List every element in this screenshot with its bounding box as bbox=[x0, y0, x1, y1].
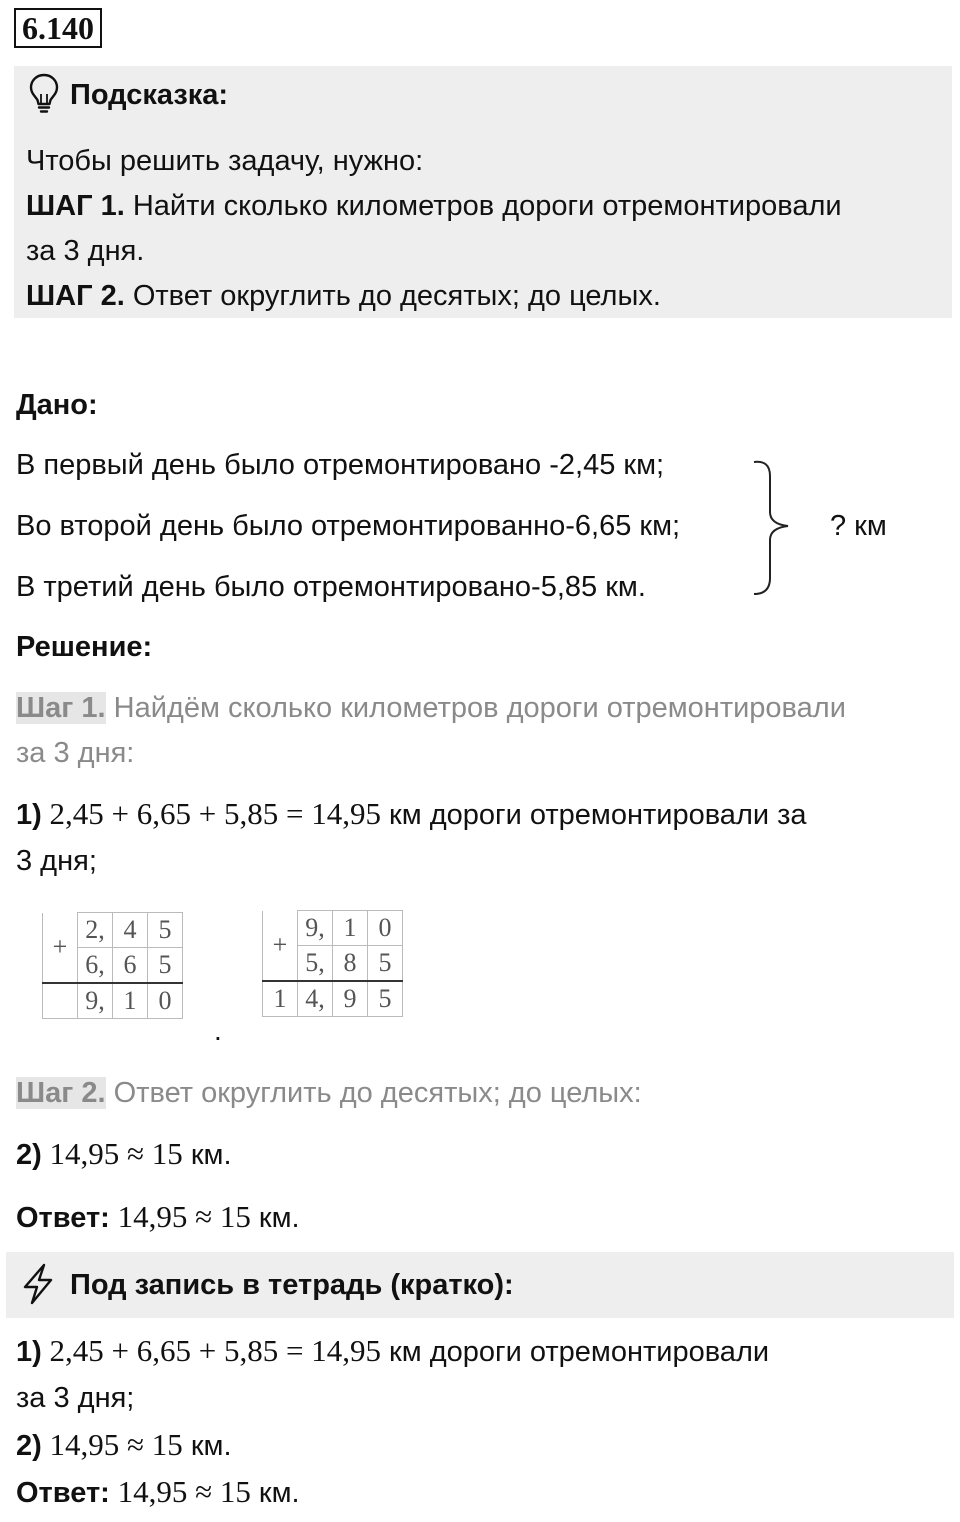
plus-sign: + bbox=[43, 913, 78, 984]
digit-cell: 5, bbox=[298, 946, 333, 982]
solution-step1 bbox=[16, 689, 846, 727]
digit-cell: 8 bbox=[333, 946, 368, 982]
solution-step2-text: Ответ округлить до десятых; до целых: bbox=[105, 1077, 642, 1109]
hint-step1-text: Найти сколько километров дороги отремонтировали bbox=[124, 190, 842, 222]
solution-step1-label: Шаг 1. bbox=[16, 692, 106, 724]
digit-cell: 5 bbox=[368, 981, 403, 1017]
digit-cell: 6 bbox=[113, 948, 148, 984]
digit-cell: 6, bbox=[78, 948, 113, 984]
solution-line-1-math: 2,45 + 6,65 + 5,85 = 14,95 bbox=[41, 796, 381, 831]
brief-line-2-num: 2) bbox=[16, 1430, 42, 1462]
digit-cell: 1 bbox=[333, 911, 368, 946]
curly-brace bbox=[748, 456, 798, 605]
given-question: ? км bbox=[830, 510, 887, 542]
digit-cell: 5 bbox=[148, 913, 183, 948]
trailing-dot: . bbox=[214, 1015, 222, 1046]
solution-line-2-num: 2) bbox=[16, 1139, 42, 1171]
solution-line-1-text: км дороги отремонтировали за bbox=[381, 799, 807, 831]
brief-answer bbox=[16, 1473, 300, 1512]
solution-step1-text: Найдём сколько километров дороги отремонтировали bbox=[105, 692, 846, 724]
brief-title: Под запись в тетрадь (кратко): bbox=[70, 1269, 514, 1301]
brief-line-1-math: 2,45 + 6,65 + 5,85 = 14,95 bbox=[41, 1333, 381, 1368]
plus-sign: + bbox=[263, 911, 298, 982]
solution-line-2-math: 14,95 ≈ 15 bbox=[41, 1136, 183, 1171]
brief-line-1 bbox=[16, 1332, 769, 1371]
solution-answer-label: Ответ: bbox=[16, 1202, 110, 1234]
brief-line-2-text: км. bbox=[182, 1430, 232, 1462]
brief-answer-math: 14,95 ≈ 15 bbox=[109, 1474, 251, 1509]
brief-line-1-num: 1) bbox=[16, 1336, 42, 1368]
given-line-2: Во второй день было отремонтированно-6,65 км; bbox=[16, 510, 681, 542]
solution-line-1-num: 1) bbox=[16, 799, 42, 831]
problem-number: 6.140 bbox=[14, 8, 102, 48]
digit-cell: 4, bbox=[298, 981, 333, 1017]
hint-title: Подсказка: bbox=[70, 79, 229, 111]
brief-line-2-math: 14,95 ≈ 15 bbox=[41, 1427, 183, 1462]
hint-step2 bbox=[26, 277, 661, 315]
solution-line-2-text: км. bbox=[182, 1139, 232, 1171]
digit-cell: 4 bbox=[113, 913, 148, 948]
digit-cell: 5 bbox=[148, 948, 183, 984]
solution-answer-math: 14,95 ≈ 15 bbox=[109, 1199, 251, 1234]
hint-step1-label: ШАГ 1. bbox=[26, 190, 125, 222]
digit-cell: 1 bbox=[113, 983, 148, 1019]
solution-answer-text: км. bbox=[250, 1202, 300, 1234]
solution-step1-cont: за 3 дня: bbox=[16, 737, 135, 769]
solution-line-1 bbox=[16, 795, 807, 834]
column-addition-2 bbox=[262, 910, 403, 1017]
brief-line-1-cont: за 3 дня; bbox=[16, 1382, 135, 1414]
digit-cell: 5 bbox=[368, 946, 403, 982]
digit-cell: 9, bbox=[298, 911, 333, 946]
hint-intro: Чтобы решить задачу, нужно: bbox=[26, 145, 424, 177]
digit-cell: 9 bbox=[333, 981, 368, 1017]
digit-cell: 9, bbox=[78, 983, 113, 1019]
hint-step1-cont: за 3 дня. bbox=[26, 235, 145, 267]
lightbulb-icon bbox=[28, 72, 60, 114]
brief-answer-text: км. bbox=[250, 1477, 300, 1509]
solution-line-2 bbox=[16, 1135, 232, 1174]
hint-step2-label: ШАГ 2. bbox=[26, 280, 125, 312]
brief-answer-label: Ответ: bbox=[16, 1477, 110, 1509]
solution-step2-label: Шаг 2. bbox=[16, 1077, 106, 1109]
digit-cell: 2, bbox=[78, 913, 113, 948]
digit-cell: 0 bbox=[148, 983, 183, 1019]
brief-line-1-text: км дороги отремонтировали bbox=[381, 1336, 770, 1368]
digit-cell: 1 bbox=[263, 981, 298, 1017]
given-title: Дано: bbox=[16, 389, 98, 421]
given-line-1: В первый день было отремонтировано -2,45 км; bbox=[16, 449, 665, 481]
solution-title: Решение: bbox=[16, 631, 153, 663]
hint-step2-text: Ответ округлить до десятых; до целых. bbox=[124, 280, 661, 312]
solution-step2 bbox=[16, 1074, 642, 1112]
solution-answer bbox=[16, 1198, 300, 1237]
solution-line-1-cont: 3 дня; bbox=[16, 845, 97, 877]
digit-cell: 0 bbox=[368, 911, 403, 946]
given-line-3: В третий день было отремонтировано-5,85 км. bbox=[16, 571, 646, 603]
hint-step1 bbox=[26, 187, 842, 225]
digit-cell bbox=[43, 983, 78, 1019]
brief-line-2 bbox=[16, 1426, 232, 1465]
column-addition-1 bbox=[42, 912, 183, 1019]
lightning-icon bbox=[18, 1262, 58, 1306]
